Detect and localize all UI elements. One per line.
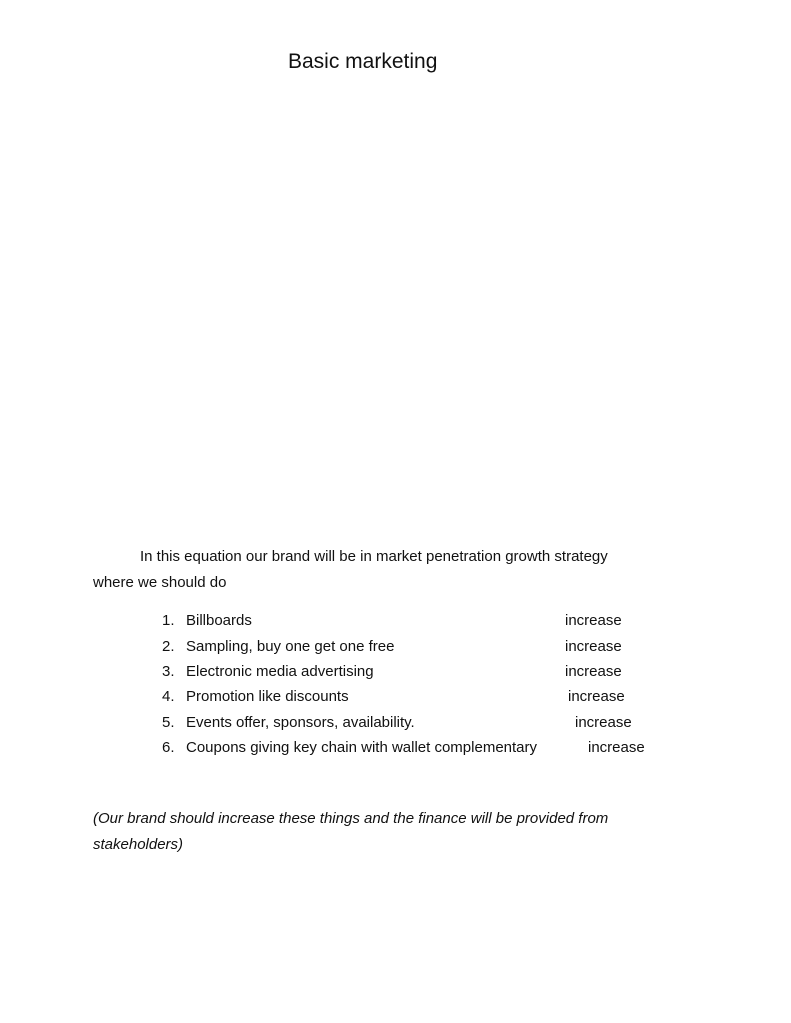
list-item-label: Events offer, sponsors, availability. xyxy=(186,714,415,731)
list-item-status: increase xyxy=(568,688,625,705)
list-item-number: 2. xyxy=(162,638,175,655)
list-item-number: 5. xyxy=(162,714,175,731)
list-item-number: 1. xyxy=(162,612,175,629)
list-item-label: Coupons giving key chain with wallet complementary xyxy=(186,739,538,756)
note-line-2: stakeholders) xyxy=(93,835,184,853)
closing-note xyxy=(93,806,713,857)
intro-line-1: In this equation our brand will be in market penetration growth strategy xyxy=(140,548,608,565)
list-item-label: Electronic media advertising xyxy=(186,663,374,680)
list-item-status: increase xyxy=(565,638,622,655)
list-item-status: increase xyxy=(575,714,632,731)
intro-line-2: where we should do xyxy=(93,573,227,591)
list-item-status: increase xyxy=(565,612,622,629)
document-title: Basic marketing xyxy=(288,50,438,73)
list-item-status: increase xyxy=(588,739,645,756)
list-item-number: 3. xyxy=(162,663,175,680)
list-item-label: Promotion like discounts xyxy=(186,688,349,705)
list-item-number: 6. xyxy=(162,739,175,756)
list-item-status: increase xyxy=(565,663,622,680)
note-line-1: (Our brand should increase these things and the finance will be provided from xyxy=(93,810,609,827)
list-item-label: Billboards xyxy=(186,612,252,629)
list-item-number: 4. xyxy=(162,688,175,705)
intro-paragraph xyxy=(93,544,703,595)
list-item-label: Sampling, buy one get one free xyxy=(186,638,395,655)
